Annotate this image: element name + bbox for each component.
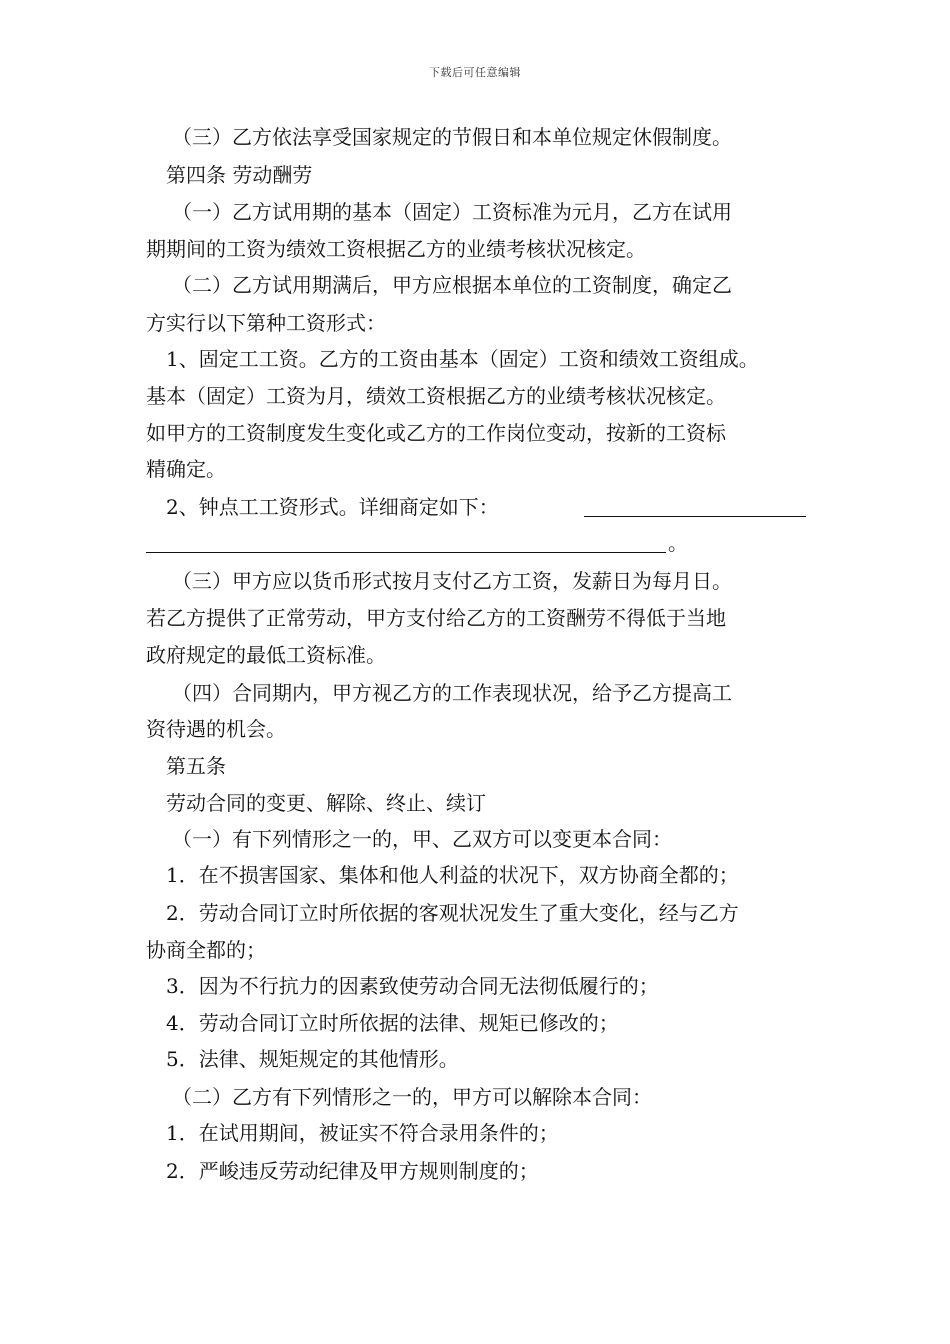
paragraph-line: （三）乙方依法享受国家规定的节假日和本单位规定休假制度。 [172,125,732,149]
paragraph-line: （四）合同期内，甲方视乙方的工作表现状况，给予乙方提高工 [172,681,732,705]
paragraph-line: 精确定。 [146,457,226,481]
paragraph-line: 2、钟点工工资形式。详细商定如下： [166,495,499,519]
paragraph-line: （一）乙方试用期的基本（固定）工资标准为元月，乙方在试用 [172,200,732,224]
page-header: 下载后可任意编辑 [429,66,521,79]
section-heading: 第四条 劳动酬劳 [166,163,313,187]
list-item: 1．在不损害国家、集体和他人利益的状况下，双方协商全都的； [166,863,739,887]
blank-period: 。 [668,531,688,555]
paragraph-line: （二）乙方有下列情形之一的，甲方可以解除本合同： [172,1085,652,1109]
paragraph-line: 如甲方的工资制度发生变化或乙方的工作岗位变动，按新的工资标 [146,421,726,445]
section-heading: 劳动合同的变更、解除、终止、续订 [166,791,486,815]
list-item: 2．劳动合同订立时所依据的客观状况发生了重大变化，经与乙方 [166,901,739,925]
fill-in-blank [146,534,666,553]
paragraph-line: 协商全都的； [146,938,266,962]
paragraph-line: （三）甲方应以货币形式按月支付乙方工资，发薪日为每月日。 [172,569,732,593]
paragraph-line: 方实行以下第种工资形式： [146,311,386,335]
fill-in-blank [584,498,806,517]
section-heading: 第五条 [166,754,226,778]
paragraph-line: 政府规定的最低工资标准。 [146,643,386,667]
paragraph-line: 期期间的工资为绩效工资根据乙方的业绩考核状况核定。 [146,237,646,261]
paragraph-line: 若乙方提供了正常劳动，甲方支付给乙方的工资酬劳不得低于当地 [146,606,726,630]
list-item: 5．法律、规矩规定的其他情形。 [166,1047,459,1071]
list-item: 4．劳动合同订立时所依据的法律、规矩已修改的； [166,1011,619,1035]
paragraph-line: （一）有下列情形之一的，甲、乙双方可以变更本合同： [172,827,672,851]
list-item: 3．因为不行抗力的因素致使劳动合同无法彻低履行的； [166,974,659,998]
paragraph-line: 1、固定工工资。乙方的工资由基本（固定）工资和绩效工资组成。 [166,347,759,371]
paragraph-line: （二）乙方试用期满后，甲方应根据本单位的工资制度，确定乙 [172,273,732,297]
paragraph-line: 资待遇的机会。 [146,717,286,741]
paragraph-line: 基本（固定）工资为月，绩效工资根据乙方的业绩考核状况核定。 [146,384,726,408]
list-item: 2．严峻违反劳动纪律及甲方规则制度的； [166,1159,539,1183]
list-item: 1．在试用期间，被证实不符合录用条件的； [166,1121,559,1145]
